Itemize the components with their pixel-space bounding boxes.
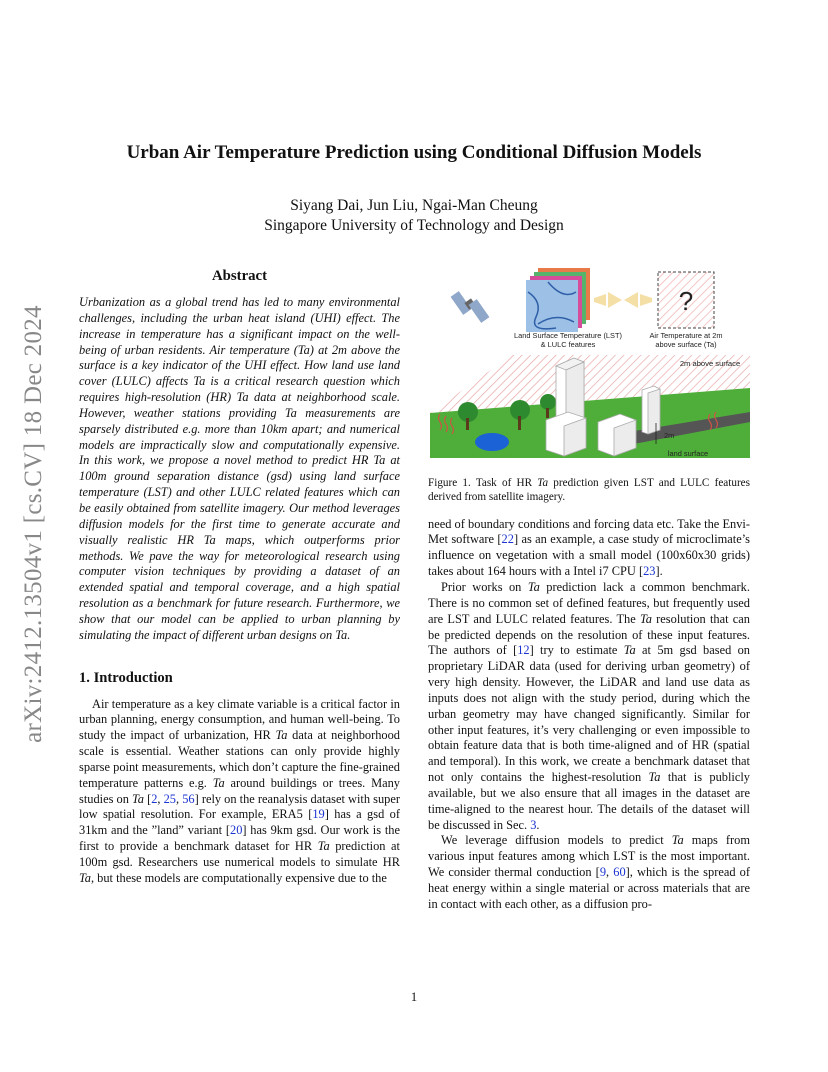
citation-link[interactable]: 19 [312, 807, 325, 822]
author-names: Siyang Dai, Jun Liu, Ngai-Man Cheung [290, 197, 538, 214]
lst-label-2: & LULC features [540, 340, 596, 349]
arxiv-stamp [14, 284, 54, 764]
page-number: 1 [410, 990, 418, 1004]
citation-link[interactable]: 9 [599, 865, 607, 880]
right-column [428, 476, 750, 913]
author-block [0, 196, 828, 236]
intro-heading: 1. Introduction [79, 669, 173, 686]
citation-link[interactable]: 23 [643, 564, 656, 579]
abstract-text: Urbanization as a global trend has led to many environmental challenges, including the urban heat island (UHI) effect. The increase in temperature has a significant impact on the well-being of urban residents. Air temperature (Ta) at 2m above the surface is a key indicator of the UHI effect. How land use land cover (LULC) affects Ta is a critical research question which requires high-resolution (HR) Ta data at neighborhood scale. However, weather stations providing Ta measurements are sparsely distributed e.g. more than 10km apart; and numerical models are impractically slow and computationally expensive. In this work, we propose a novel method to predict HR Ta at 100m ground separation distance (gsd) using land surface temperature (LST) and other LULC related features which can be easily obtained from satellite imagery. Our method leverages diffusion models for the first time to generate accurate and visually realistic HR Ta maps, which outperforms prior methods. We pave the way for meteorological research using computer vision techniques by providing a dataset of an extended spatial and temporal coverage, and a high spatial resolution as a benchmark for future research. Furthermore, we show that our model can be applied to urban planning by simulating the impact of different urban designs on Ta. [79, 295, 400, 642]
citation-link[interactable]: 25 [163, 791, 176, 806]
ta-label-1: Air Temperature at 2m [649, 331, 723, 340]
section-link[interactable]: 3 [530, 817, 537, 832]
water-body [475, 433, 509, 451]
left-column [79, 268, 400, 887]
intro-paragraph: Air temperature as a key climate variable is a critical factor in urban planning, energy consumption, and human well-being. To study the impact of urbanization, HR Ta data at neighborhood scale is essential. Weather stations can only provide highly sparse point measurements, which don’t capture the fine-grained temperature patterns e.g. Ta around buildings or trees. Many studies on Ta [2, 25, 56] rely on the reanalysis dataset with super low spatial resolution. For example, ERA5 [19] has a gsd of 31km and the ”land” variant [20] has 9km gsd. Our work is the first to provide a benchmark dataset for HR Ta prediction at 100m gsd. Researchers use numerical models to simulate HR Ta, but these models are computationally expensive due to the [79, 696, 401, 885]
lst-feature-maps [526, 268, 590, 332]
lst-label-1: Land Surface Temperature (LST) [514, 331, 622, 340]
ta-label-2: above surface (Ta) [655, 340, 717, 349]
figure-caption: Figure 1. Task of HR Ta prediction given LST and LULC features derived from satellite imagery. [428, 477, 750, 504]
height-2m-label: 2m [664, 431, 675, 440]
affiliation: Singapore University of Technology and Design [264, 217, 564, 234]
arxiv-id: arXiv:2412.13504v1 [cs.CV] 18 Dec 2024 [20, 305, 47, 743]
satellite-icon [451, 291, 490, 323]
plane-2m-label: 2m above surface [679, 359, 741, 368]
figure-illustration [428, 262, 750, 467]
citation-link[interactable]: 2 [151, 791, 158, 806]
citation-link[interactable]: 20 [230, 823, 243, 838]
model-arrows-icon [594, 292, 652, 308]
citation-link[interactable]: 60 [613, 865, 626, 880]
land-surface-label: land surface [667, 449, 709, 458]
citation-link[interactable]: 22 [501, 532, 514, 547]
paragraph: Prior works on Ta prediction lack a common benchmark. There is no common set of defined features, but frequently used are LST and LULC related features. The Ta resolution that can be predicted depends on the resolution of these input features. The authors of [12] try to estimate Ta at 5m gsd based on proprietary LiDAR data (used for deriving urban geometry) of very high density. However, the LiDAR and land use data as inputs does not align with the study period, during which the urban geometry may have changed significantly. Similar for other input features, it’s very challenging or even impossible to obtain feature data that is both time-aligned and of HR (spatial and temporal). In this work, we create a benchmark dataset that not only contains the highest-resolution Ta that is publicly available, but we also ensure that all images in the dataset are time-aligned to the nearest hour. The details of the dataset will be discussed in Sec. 3. [428, 579, 750, 832]
paragraph: We leverage diffusion models to predict Ta maps from various input features among which LST is the most important. We consider thermal conduction [9, 60], which is the spread of heat energy within a single material or across materials that are in contact with each other, as a diffusion pro- [428, 833, 751, 911]
paper-title: Urban Air Temperature Prediction using Conditional Diffusion Models [126, 142, 702, 163]
citation-link[interactable]: 12 [517, 643, 530, 658]
abstract-heading: Abstract [211, 268, 268, 284]
citation-link[interactable]: 56 [182, 791, 195, 806]
question-mark: ? [678, 286, 694, 316]
paragraph: need of boundary conditions and forcing data etc. Take the Envi-Met software [22] as an example, a case study of microclimate’s influence on vegetation with a small model (100x60x30 grids) takes about 164 hours with a Intel i7 CPU [23]. [428, 516, 750, 579]
figure-1 [428, 262, 750, 467]
